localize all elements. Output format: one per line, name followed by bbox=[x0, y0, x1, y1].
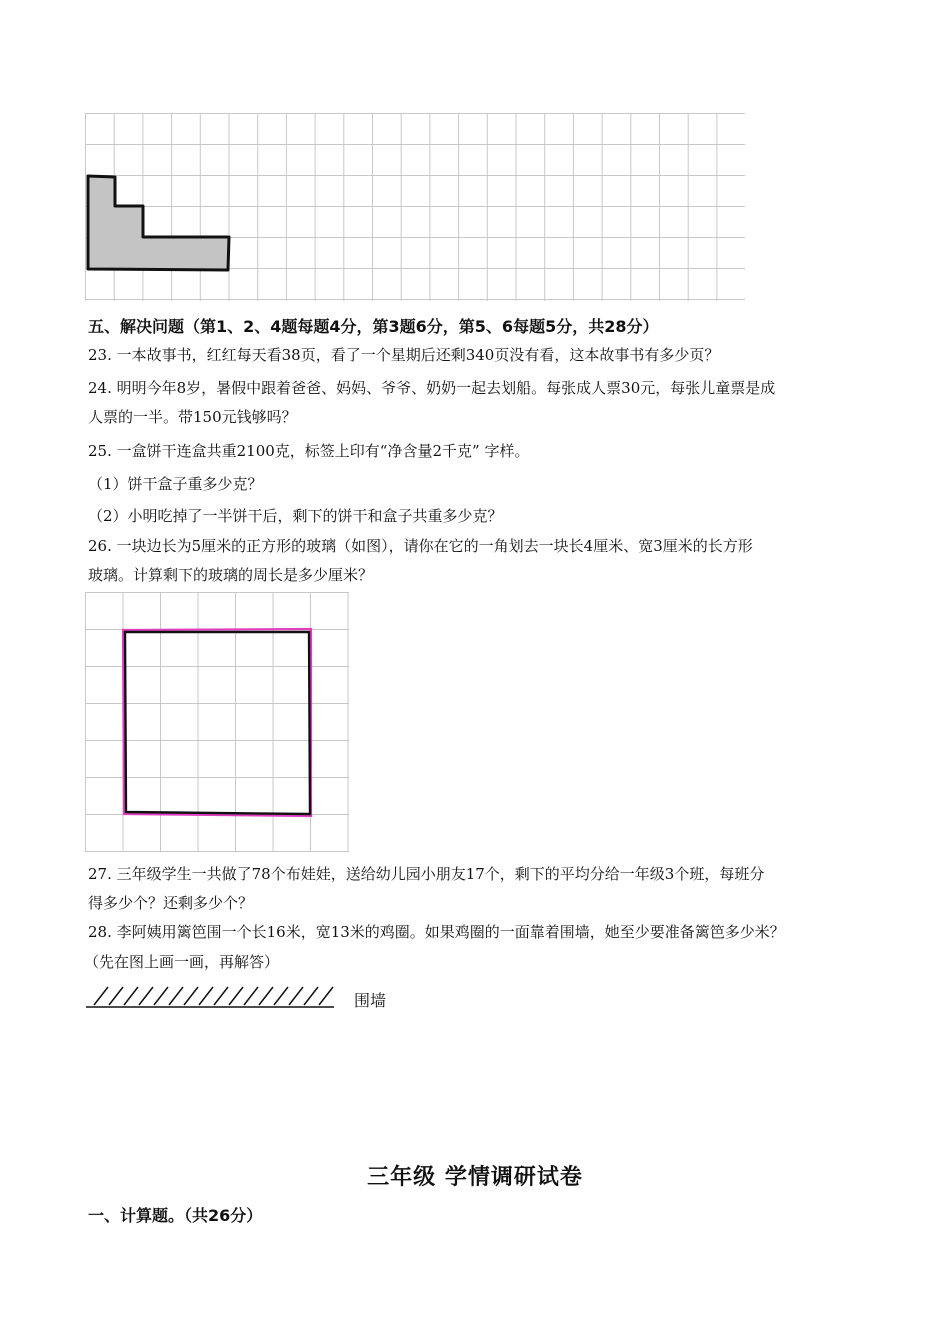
wall-hatch-mark bbox=[319, 987, 333, 1005]
wall-hatch-mark bbox=[139, 987, 153, 1005]
wall-hatch-mark bbox=[304, 987, 318, 1005]
question-25-sub-1: （1）饼干盒子重多少克？ bbox=[88, 475, 263, 493]
question-25-sub-2: （2）小明吃掉了一半饼干后，剩下的饼干和盒子共重多少克？ bbox=[88, 507, 503, 525]
wall-label: 围墙 bbox=[354, 991, 387, 1010]
wall-hatch-mark bbox=[94, 987, 108, 1005]
wall-hatch-mark bbox=[199, 987, 213, 1005]
question-27-line-1: 27. 三年级学生一共做了78个布娃娃，送给幼儿园小朋友17个，剩下的平均分给一年级3个班，每班分 bbox=[88, 865, 765, 883]
question-27-line-2: 得多少个？还剩多少个？ bbox=[88, 894, 254, 912]
wall-hatch-mark bbox=[214, 987, 228, 1005]
square-glass-outline-pink bbox=[123, 629, 311, 816]
question-28-line-2: （先在图上画一画，再解答） bbox=[84, 953, 280, 971]
section-5-heading: 五、解决问题（第1、2、4题每题4分，第3题6分，第5、6每题5分，共28分） bbox=[88, 317, 659, 336]
wall-hatch-mark bbox=[229, 987, 243, 1005]
question-26-line-1: 26. 一块边长为5厘米的正方形的玻璃（如图），请你在它的一角划去一块长4厘米、宽3厘米的长方形 bbox=[88, 537, 753, 555]
question-26-line-2: 玻璃。计算剩下的玻璃的周长是多少厘米？ bbox=[88, 566, 374, 584]
question-24-line-1: 24. 明明今年8岁，暑假中跟着爸爸、妈妈、爷爷、奶奶一起去划船。每张成人票30元，每张儿童票是成 bbox=[88, 379, 776, 397]
section-1-heading: 一、计算题。（共26分） bbox=[88, 1206, 263, 1225]
wall-hatch bbox=[94, 987, 333, 1005]
wall-hatch-mark bbox=[289, 987, 303, 1005]
wall-hatch-mark bbox=[154, 987, 168, 1005]
wall-hatch-mark bbox=[244, 987, 258, 1005]
exam-title: 三年级 学情调研试卷 bbox=[367, 1165, 583, 1190]
l-shape-figure bbox=[88, 176, 229, 270]
top-grid-figure bbox=[85, 113, 747, 303]
wall-hatch-mark bbox=[259, 987, 273, 1005]
question-24-line-2: 人票的一半。带150元钱够吗？ bbox=[88, 408, 297, 426]
wall-hatch-mark bbox=[124, 987, 138, 1005]
question-23: 23. 一本故事书，红红每天看38页，看了一个星期后还剩340页没有看，这本故事书有多少页？ bbox=[88, 346, 720, 364]
wall-hatch-mark bbox=[169, 987, 183, 1005]
wall-diagram bbox=[86, 984, 338, 1010]
square-glass-grid bbox=[85, 592, 351, 854]
question-25: 25. 一盒饼干连盒共重2100克，标签上印有“净含量2千克” 字样。 bbox=[88, 442, 530, 460]
question-28-line-1: 28. 李阿姨用篱笆围一个长16米，宽13米的鸡圈。如果鸡圈的一面靠着围墙，她至少要准备篱笆多少米？ bbox=[88, 923, 785, 941]
square-glass-outline bbox=[125, 632, 310, 814]
wall-hatch-mark bbox=[109, 987, 123, 1005]
top-grid-lines bbox=[85, 113, 745, 301]
wall-hatch-mark bbox=[274, 987, 288, 1005]
wall-hatch-mark bbox=[184, 987, 198, 1005]
